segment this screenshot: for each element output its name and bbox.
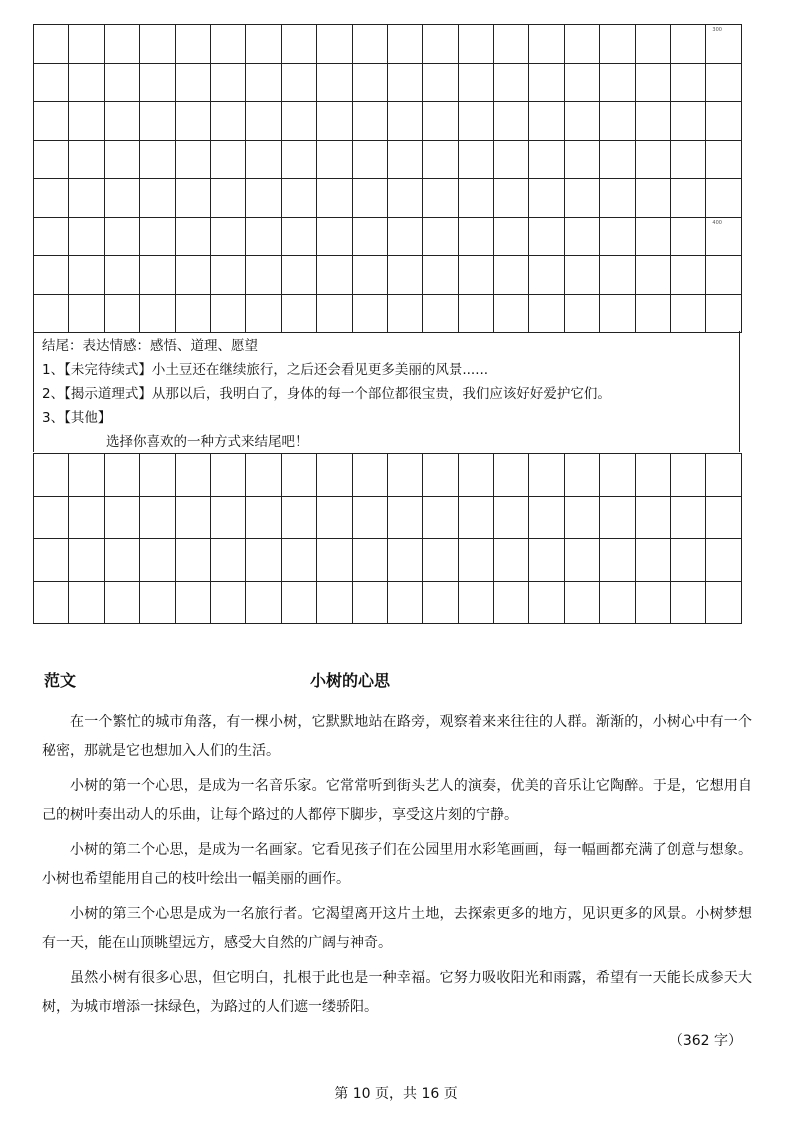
grid-row [34,581,742,624]
grid-cell [387,256,422,295]
essay-paragraph: 虽然小树有很多心思，但它明白，扎根于此也是一种幸福。它努力吸收阳光和雨露，希望有一天能长成参天大树，为城市增添一抹绿色，为路过的人们遮一缕骄阳。 [42,970,752,1015]
grid-cell [352,140,387,179]
grid-cell [246,140,281,179]
ending-prompt: 选择你喜欢的一种方式来结尾吧！ [106,434,309,450]
grid-cell [140,294,175,333]
grid-cell [34,539,69,582]
grid-cell [458,102,493,141]
grid-cell [69,102,104,141]
grid-cell [34,581,69,624]
grid-cell [175,179,210,218]
grid-row [34,217,742,256]
grid-cell [564,539,599,582]
grid-cell [671,140,706,179]
grid-cell [564,102,599,141]
grid-cell [104,102,139,141]
grid-cell [69,179,104,218]
grid-word-counter: 300 [712,27,722,33]
grid-row [34,179,742,218]
grid-cell [352,256,387,295]
grid-cell [635,454,670,497]
grid-cell [317,63,352,102]
grid-cell [352,539,387,582]
grid-row [34,102,742,141]
grid-cell [706,496,742,539]
grid-cell [423,581,458,624]
grid-cell [671,102,706,141]
grid-cell [246,256,281,295]
grid-cell [140,25,175,64]
grid-cell [706,179,742,218]
grid-cell [423,63,458,102]
grid-cell [635,25,670,64]
grid-cell [387,63,422,102]
grid-cell [600,102,635,141]
grid-cell [529,294,564,333]
grid-cell [69,63,104,102]
grid-cell [140,217,175,256]
grid-cell [458,496,493,539]
page-footer: 第 10 页，共 16 页 [334,1086,458,1102]
grid-row [34,539,742,582]
essay-paragraph: 小树的第二个心思，是成为一名画家。它看见孩子们在公园里用水彩笔画画，每一幅画都充满了创意与想象。小树也希望能用自己的枝叶绘出一幅美丽的画作。 [42,842,752,887]
grid-cell [387,496,422,539]
grid-row [34,454,742,497]
grid-cell [104,63,139,102]
grid-cell [104,581,139,624]
grid-cell [600,63,635,102]
grid-cell [175,63,210,102]
grid-cell [671,179,706,218]
grid-cell [317,539,352,582]
grid-cell [387,179,422,218]
grid-cell [529,63,564,102]
grid-cell [246,179,281,218]
grid-cell [246,217,281,256]
grid-cell [140,581,175,624]
grid-cell [210,179,245,218]
grid-cell [246,63,281,102]
grid-cell [281,581,316,624]
grid-cell [140,539,175,582]
grid-cell [529,140,564,179]
grid-cell [210,454,245,497]
grid-cell [600,256,635,295]
grid-cell [352,102,387,141]
grid-cell [352,63,387,102]
grid-cell [635,581,670,624]
grid-cell [317,256,352,295]
grid-cell [69,256,104,295]
grid-cell [494,539,529,582]
grid-cell [69,217,104,256]
grid-cell [246,454,281,497]
grid-cell [671,217,706,256]
grid-cell [175,25,210,64]
grid-cell [671,256,706,295]
grid-cell [175,217,210,256]
grid-cell [706,454,742,497]
ending-item-2: 2、【揭示道理式】从那以后，我明白了，身体的每一个部位都很宝贵，我们应该好好爱护它们。 [42,386,611,402]
grid-cell [529,496,564,539]
grid-cell [635,256,670,295]
grid-cell [635,63,670,102]
grid-cell [140,496,175,539]
grid-cell [140,454,175,497]
grid-cell [671,25,706,64]
grid-cell [600,581,635,624]
grid-cell [671,581,706,624]
grid-cell [69,140,104,179]
grid-cell [140,102,175,141]
grid-cell [317,140,352,179]
grid-cell [600,496,635,539]
grid-row [34,496,742,539]
grid-cell [34,294,69,333]
grid-cell [564,179,599,218]
grid-cell [352,179,387,218]
grid-cell [671,539,706,582]
grid-cell [210,581,245,624]
grid-cell [104,256,139,295]
grid-cell [635,140,670,179]
grid-cell [34,496,69,539]
grid-cell [423,256,458,295]
grid-cell [69,454,104,497]
grid-cell [317,294,352,333]
grid-cell [281,496,316,539]
grid-cell [671,63,706,102]
grid-cell [69,539,104,582]
grid-cell [317,496,352,539]
grid-cell [281,179,316,218]
grid-cell [600,140,635,179]
grid-cell [494,256,529,295]
grid-cell [529,102,564,141]
grid-cell [175,140,210,179]
grid-row [34,294,742,333]
grid-cell [104,539,139,582]
grid-cell [600,217,635,256]
grid-cell [600,179,635,218]
grid-cell [635,496,670,539]
grid-cell [387,217,422,256]
grid-cell [494,102,529,141]
grid-cell [564,294,599,333]
grid-cell [34,217,69,256]
grid-cell [246,102,281,141]
grid-cell [281,140,316,179]
grid-cell [210,63,245,102]
grid-cell [281,25,316,64]
grid-cell [458,25,493,64]
sample-title: 小树的心思 [310,671,391,690]
grid-cell [529,454,564,497]
grid-cell [210,25,245,64]
grid-cell [34,25,69,64]
grid-cell [564,63,599,102]
grid-cell [104,140,139,179]
grid-cell [635,102,670,141]
grid-cell [706,140,742,179]
grid-cell [69,496,104,539]
grid-cell [34,256,69,295]
grid-cell [352,25,387,64]
grid-cell [387,140,422,179]
grid-cell [246,581,281,624]
grid-cell [281,294,316,333]
grid-cell [423,102,458,141]
grid-cell [494,581,529,624]
grid-cell [246,539,281,582]
grid-cell [104,179,139,218]
grid-cell [387,294,422,333]
grid-cell [352,454,387,497]
grid-cell [34,102,69,141]
grid-cell [671,454,706,497]
grid-cell [706,217,742,256]
grid-cell [494,294,529,333]
grid-cell [317,217,352,256]
grid-cell [423,217,458,256]
grid-cell [69,581,104,624]
grid-row [34,25,742,64]
sample-essay [42,708,752,1028]
grid-cell [564,25,599,64]
grid-cell [352,581,387,624]
grid-cell [635,217,670,256]
grid-cell [706,294,742,333]
grid-cell [635,179,670,218]
grid-cell [352,217,387,256]
grid-cell [529,179,564,218]
grid-cell [34,454,69,497]
grid-row [34,140,742,179]
grid-cell [387,102,422,141]
grid-cell [104,454,139,497]
grid-cell [494,179,529,218]
grid-cell [706,63,742,102]
grid-cell [246,25,281,64]
grid-cell [564,256,599,295]
grid-cell [494,25,529,64]
grid-cell [140,140,175,179]
grid-cell [458,256,493,295]
grid-cell [458,63,493,102]
grid-row [34,256,742,295]
grid-cell [175,454,210,497]
grid-cell [104,294,139,333]
grid-cell [387,581,422,624]
grid-cell [210,102,245,141]
grid-cell [458,581,493,624]
grid-cell [210,294,245,333]
grid-cell [69,294,104,333]
grid-cell [458,539,493,582]
grid-cell [281,63,316,102]
writing-grid-bottom [33,453,742,624]
grid-cell [175,102,210,141]
grid-cell [494,63,529,102]
grid-cell [140,63,175,102]
grid-cell [600,454,635,497]
grid-cell [387,25,422,64]
grid-cell [175,256,210,295]
ending-guide-box [33,331,740,452]
grid-cell [281,217,316,256]
grid-cell [352,496,387,539]
grid-cell [104,217,139,256]
grid-cell [494,140,529,179]
grid-cell [564,496,599,539]
grid-cell [281,539,316,582]
grid-cell [706,25,742,64]
grid-cell [34,179,69,218]
ending-item-3: 3、【其他】 [42,410,112,426]
grid-cell [34,63,69,102]
essay-paragraph: 在一个繁忙的城市角落，有一棵小树，它默默地站在路旁，观察着来来往往的人群。渐渐的，小树心中有一个秘密，那就是它也想加入人们的生活。 [42,714,752,759]
grid-cell [529,217,564,256]
grid-cell [423,294,458,333]
grid-cell [564,140,599,179]
grid-cell [210,539,245,582]
grid-cell [529,256,564,295]
grid-cell [140,179,175,218]
grid-cell [210,496,245,539]
essay-paragraph: 小树的第三个心思是成为一名旅行者。它渴望离开这片土地，去探索更多的地方，见识更多的风景。小树梦想有一天，能在山顶眺望远方，感受大自然的广阔与神奇。 [42,906,752,951]
ending-heading: 结尾：表达情感：感悟、道理、愿望 [42,338,258,354]
grid-cell [246,496,281,539]
grid-cell [317,454,352,497]
grid-cell [34,140,69,179]
grid-cell [281,102,316,141]
grid-cell [423,539,458,582]
grid-cell [564,454,599,497]
grid-cell [635,539,670,582]
grid-cell [494,217,529,256]
grid-cell [175,294,210,333]
grid-cell [564,581,599,624]
grid-cell [175,496,210,539]
grid-cell [600,294,635,333]
essay-paragraph: 小树的第一个心思，是成为一名音乐家。它常常听到街头艺人的演奏，优美的音乐让它陶醉。于是，它想用自己的树叶奏出动人的乐曲，让每个路过的人都停下脚步，享受这片刻的宁静。 [42,778,752,823]
grid-cell [423,454,458,497]
grid-cell [104,25,139,64]
grid-cell [140,256,175,295]
grid-cell [175,581,210,624]
grid-cell [494,454,529,497]
grid-cell [706,256,742,295]
grid-cell [423,25,458,64]
grid-cell [635,294,670,333]
grid-row [34,63,742,102]
grid-cell [423,496,458,539]
grid-cell [529,25,564,64]
grid-cell [600,25,635,64]
grid-cell [246,294,281,333]
grid-cell [458,179,493,218]
grid-cell [352,294,387,333]
grid-cell [104,496,139,539]
grid-cell [423,179,458,218]
grid-cell [210,256,245,295]
grid-cell [706,581,742,624]
grid-cell [423,140,458,179]
grid-cell [458,217,493,256]
grid-cell [564,217,599,256]
grid-cell [494,496,529,539]
grid-cell [671,294,706,333]
grid-cell [529,539,564,582]
grid-cell [281,256,316,295]
grid-cell [458,140,493,179]
grid-cell [671,496,706,539]
grid-cell [458,454,493,497]
grid-cell [317,581,352,624]
grid-cell [210,140,245,179]
writing-grid-top [33,24,742,333]
grid-cell [281,454,316,497]
sample-label: 范文 [44,671,77,690]
word-count: （362 字） [668,1033,742,1049]
grid-cell [69,25,104,64]
grid-cell [175,539,210,582]
grid-cell [317,102,352,141]
grid-cell [706,539,742,582]
grid-cell [387,539,422,582]
grid-cell [317,25,352,64]
grid-cell [387,454,422,497]
grid-cell [600,539,635,582]
grid-cell [458,294,493,333]
grid-cell [317,179,352,218]
ending-item-1: 1、【未完待续式】小土豆还在继续旅行，之后还会看见更多美丽的风景...... [42,362,489,378]
grid-cell [706,102,742,141]
grid-cell [529,581,564,624]
grid-cell [210,217,245,256]
grid-word-counter: 400 [712,219,722,226]
